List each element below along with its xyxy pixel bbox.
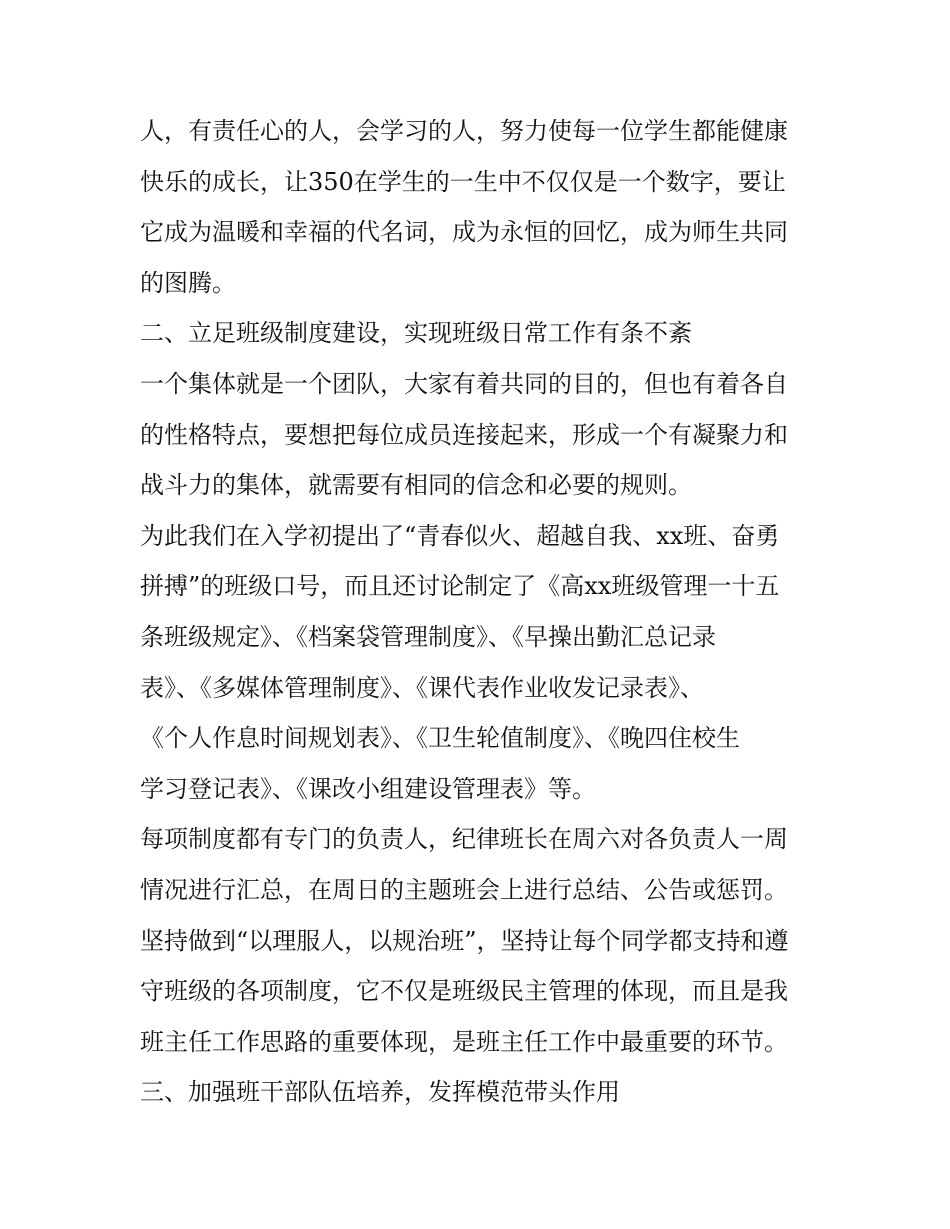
text-line: 拼搏”的班级口号，而且还讨论制定了《高xx班级管理一十五 bbox=[140, 572, 780, 600]
text-line: 守班级的各项制度，它不仅是班级民主管理的体现，而且是我 bbox=[140, 977, 788, 1005]
text-line: 一个集体就是一个团队，大家有着共同的目的，但也有着各自 bbox=[140, 370, 788, 398]
section-heading-3: 三、加强班干部队伍培养，发挥模范带头作用 bbox=[140, 1078, 620, 1106]
text-line: 战斗力的集体，就需要有相同的信念和必要的规则。 bbox=[140, 471, 692, 499]
text-line: 情况进行汇总，在周日的主题班会上进行总结、公告或惩罚。 bbox=[140, 876, 788, 904]
text-line: 表》、《多媒体管理制度》、《课代表作业收发记录表》、 bbox=[140, 674, 704, 702]
text-line: 条班级规定》、《档案袋管理制度》、《早操出勤汇总记录 bbox=[140, 623, 716, 651]
text-line: 班主任工作思路的重要体现，是班主任工作中最重要的环节。 bbox=[140, 1028, 788, 1056]
text-line: 它成为温暖和幸福的代名词，成为永恒的回忆，成为师生共同 bbox=[140, 218, 788, 246]
text-line: 《个人作息时间规划表》、《卫生轮值制度》、《晚四住校生 bbox=[140, 724, 740, 752]
text-line: 为此我们在入学初提出了“青春似火、超越自我、xx班、奋勇 bbox=[140, 522, 780, 550]
text-line: 的图腾。 bbox=[140, 269, 236, 297]
text-line: 每项制度都有专门的负责人，纪律班长在周六对各负责人一周 bbox=[140, 825, 788, 853]
text-line: 的性格特点，要想把每位成员连接起来，形成一个有凝聚力和 bbox=[140, 421, 788, 449]
text-line: 学习登记表》、《课改小组建设管理表》等。 bbox=[140, 775, 596, 803]
section-heading-2: 二、立足班级制度建设，实现班级日常工作有条不紊 bbox=[140, 319, 692, 347]
text-line: 坚持做到“以理服人，以规治班”，坚持让每个同学都支持和遵 bbox=[140, 927, 789, 955]
text-line: 人，有责任心的人，会学习的人，努力使每一位学生都能健康 bbox=[140, 117, 788, 145]
text-line: 快乐的成长，让350在学生的一生中不仅仅是一个数字，要让 bbox=[140, 168, 786, 196]
